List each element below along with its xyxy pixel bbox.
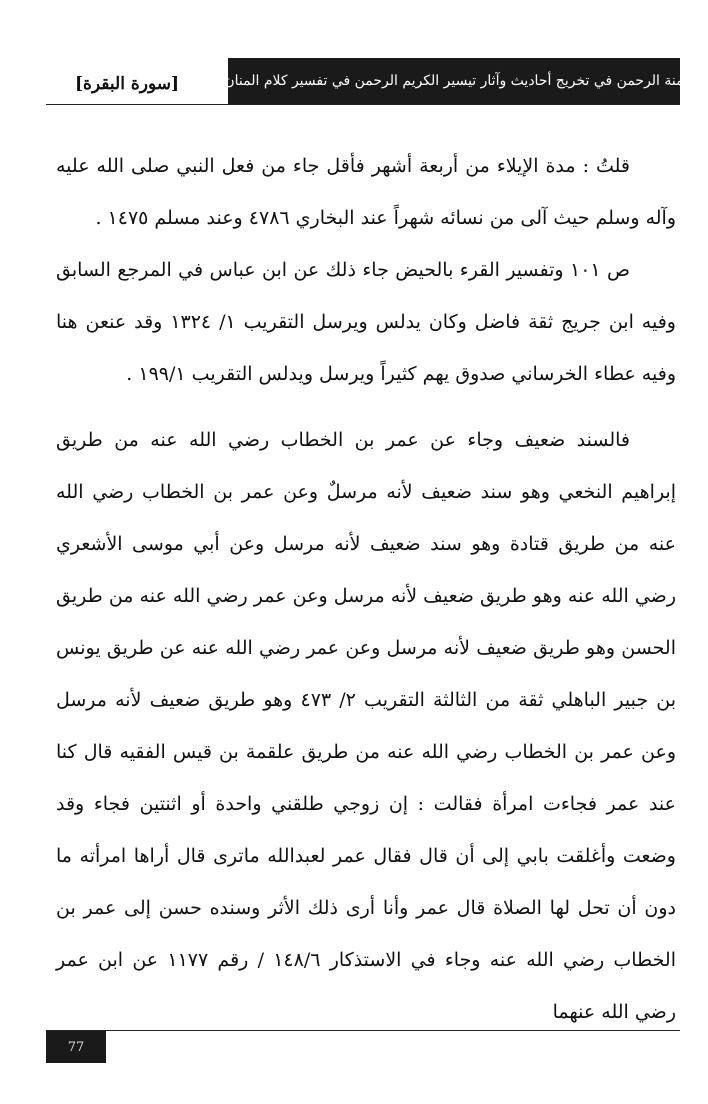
paragraph-2: ص ١٠١ وتفسير القرء بالحيض جاء ذلك عن ابن عباس في المرجع السابق وفيه ابن جريج ثقة فاضل وكان يدلس ويرسل التقريب ١/ ١٣٢٤ وقد عنعن هنا وفيه عطاء الخرساني صدوق يهم كثيراً ويرسل ويدلس التقريب ١٩٩/١ .: [56, 259, 676, 385]
book-title-banner: [224, 58, 684, 104]
book-title: منة الرحمن في تخريج أحاديث وآثار تيسير الكريم الرحمن في تفسير كلام المنان: [224, 73, 684, 89]
footer-divider: [46, 1030, 680, 1031]
header-divider: [46, 104, 680, 105]
surah-label: [سورة البقرة]: [74, 74, 180, 94]
paragraph-3: فالسند ضعيف وجاء عن عمر بن الخطاب رضي الله عنه من طريق إبراهيم النخعي وهو سند ضعيف لأنه مرسلٌ وعن عمر بن الخطاب رضي الله عنه من طريق قتادة وهو سند ضعيف لأنه مرسل وعن أبي موسى الأشعري رضي الله عنه وهو طريق ضعيف لأنه مرسل وعن عمر رضي الله عنه من طريق الحسن وهو طريق ضعيف لأنه مرسل وعن عمر رضي الله عنه عن طريق يونس بن جبير الباهلي ثقة من الثالثة التقريب ٢/ ٤٧٣ وهو طريق ضعيف لأنه مرسل وعن عمر بن الخطاب رضي الله عنه من طريق علقمة بن قيس الفقيه قال كنا عند عمر فجاءت امرأة فقالت : إن زوجي طلقني واحدة أو اثنتين فجاء وقد وضعت وأغلقت بابي إلى أن قال فقال عمر لعبدالله ماترى قال أراها امرأته ما دون أن تحل لها الصلاة قال عمر وأنا أرى ذلك الأثر وسنده حسن إلى عمر بن الخطاب رضي الله عنه وجاء في الاستذكار ١٤٨/٦ / رقم ١١٧٧ عن ابن عمر رضي الله عنهما: [56, 429, 676, 1023]
paragraph-1: قلتُ : مدة الإيلاء من أربعة أشهر فأقل جاء من فعل النبي صلى الله عليه وآله وسلم حيث آلى من نسائه شهراً عند البخاري ٤٧٨٦ وعند مسلم ١٤٧٥ .: [56, 155, 676, 229]
page-number-box: [46, 1031, 106, 1063]
page-body: [56, 140, 676, 1038]
page-number: 77: [67, 1039, 85, 1055]
